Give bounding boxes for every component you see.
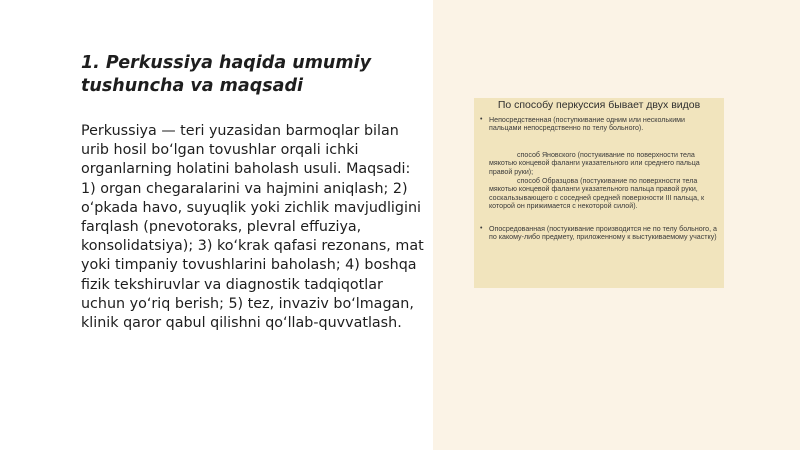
slide-body-text: Perkussiya — teri yuzasidan barmoqlar bilan urib hosil bo‘lgan tovushlar orqali ichki organlarning holatini baholash usuli. Maqsadi: 1) organ chegaralarini va hajmini aniqlash; 2) o‘pkada havo, suyuqlik yoki zichlik mavjudligini farqlash (pnevotoraks, plevral effuziya, konsolidatsiya); 3) ko‘krak qafasi rezonans, mat yoki timpaniy tovushlarini baholash; 4) boshqa fizik tekshiruvlar va diagnostik tadqiqotlar uchun yo‘riq berish; 5) tez, invaziv bo‘lmagan, klinik qaror qabul qilishni qo‘llab-quvvatlash.	[81, 123, 424, 332]
image-list	[480, 116, 718, 241]
list-subitem-obraztsov: способ Образцова (постукивание по поверхности тела мякотью концевой фаланги указательного пальца правой руки, соскальзывающего с соседней средней поверхности III пальца, к которой он прижимается с некоторой силой).	[489, 177, 705, 211]
percussion-types-image	[474, 98, 724, 288]
list-item-indirect	[480, 225, 718, 242]
list-item-indirect-text: Опосредованная (постукивание производится не по телу больного, а по какому-либо предмету, приложенному к выстукиваемому участку)	[489, 224, 717, 242]
bullet-icon: •	[480, 224, 483, 232]
image-title: По способу перкуссия бывает двух видов	[497, 99, 701, 111]
bullet-icon: •	[480, 116, 483, 123]
list-subitem-yanovsky: способ Яновского (постукивание по поверхности тела мякотью концевой фаланги указательного или среднего пальца правой руки);	[489, 150, 700, 176]
list-item-direct	[480, 116, 718, 133]
slide-title: 1. Perkussiya haqida umumiy tushuncha va maqsadi	[81, 53, 372, 96]
list-item-direct-text: Непосредственная (поступкивание одним или несколькими пальцами непосредственно по телу больного).	[489, 116, 686, 133]
